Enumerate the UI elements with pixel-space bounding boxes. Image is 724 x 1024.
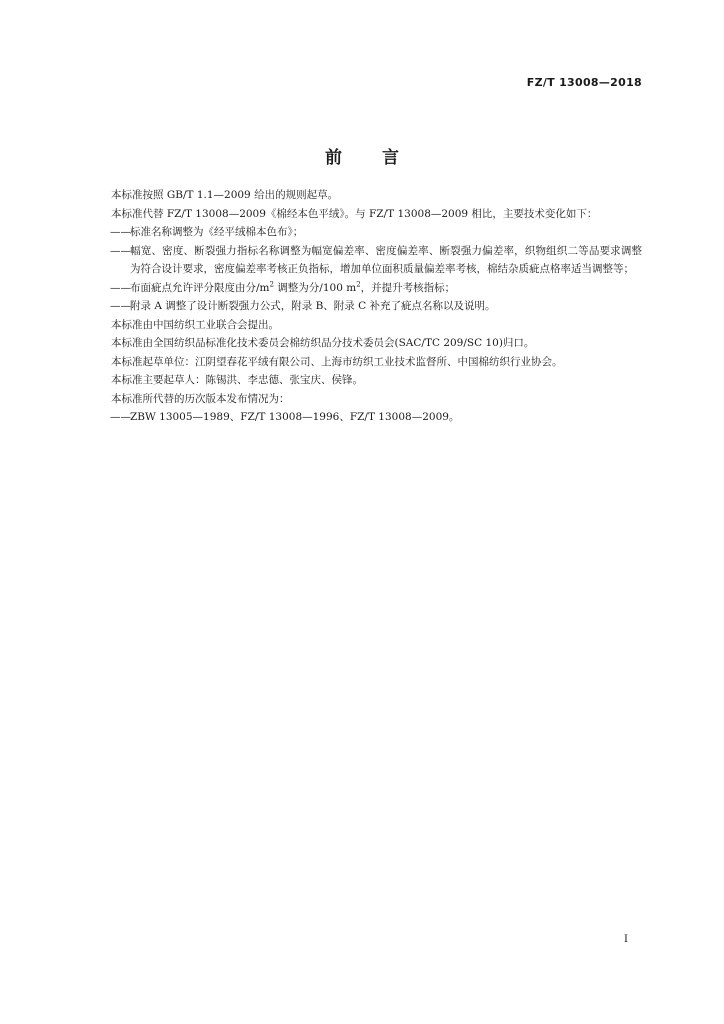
change-item-4 <box>90 297 642 316</box>
history-item <box>90 408 642 427</box>
dash-marker: —— <box>110 226 131 238</box>
change-item-text-a: 布面疵点允许评分限度由分/m <box>130 281 270 294</box>
superscript: 2 <box>269 280 274 288</box>
dash-marker: —— <box>110 244 131 257</box>
page-title: 前言 <box>325 148 439 168</box>
foreword-body <box>90 186 642 427</box>
change-item-text: 幅宽、密度、断裂强力指标名称调整为幅宽偏差率、密度偏差率、断裂强力偏差率，织物组织二等品要求调整为符合设计要求，密度偏差率考核正负指标，增加单位面积质量偏差率考核，棉结杂质疵点格率适当调整等； <box>130 244 642 275</box>
change-item-2 <box>90 242 642 279</box>
paragraph-drafting-rule: 本标准按照 GB/T 1.1—2009 给出的规则起草。 <box>111 189 339 201</box>
paragraph-committee: 本标准由全国纺织品标准化技术委员会棉纺织品分技术委员会(SAC/TC 209/SC 10)归口。 <box>111 337 535 349</box>
paragraph-history: 本标准所代替的历次版本发布情况为： <box>111 392 290 405</box>
change-item-text: 附录 A 调整了设计断裂强力公式，附录 B、附录 C 补充了疵点名称以及说明。 <box>130 300 496 312</box>
change-item-text-c: ，并提升考核指标； <box>360 281 456 294</box>
standard-code: FZ/T 13008—2018 <box>526 76 642 89</box>
dash-marker: —— <box>110 300 131 312</box>
history-item-text: ZBW 13005—1989、FZ/T 13008—1996、FZ/T 13008—2009。 <box>130 411 460 423</box>
paragraph-drafters: 本标准主要起草人：陈锡洪、李忠德、张宝庆、侯锋。 <box>111 374 363 386</box>
dash-marker: —— <box>110 281 131 294</box>
superscript: 2 <box>356 280 361 288</box>
dash-marker: —— <box>110 411 131 423</box>
page-number: I <box>624 934 628 945</box>
paragraph-replacement: 本标准代替 FZ/T 13008—2009《棉经本色平绒》。与 FZ/T 13008—2009 相比，主要技术变化如下： <box>111 207 598 220</box>
change-item-3 <box>90 279 642 298</box>
paragraph-proposer: 本标准由中国纺织工业联合会提出。 <box>111 318 279 331</box>
paragraph-drafting-units: 本标准起草单位：江阴望春花平绒有限公司、上海市纺织工业技术监督所、中国棉纺织行业协会。 <box>111 355 563 368</box>
change-item-text-b: 调整为分/100 m <box>273 281 357 294</box>
change-item-text: 标准名称调整为《经平绒棉本色布》； <box>130 226 304 238</box>
change-item-1 <box>90 223 642 242</box>
